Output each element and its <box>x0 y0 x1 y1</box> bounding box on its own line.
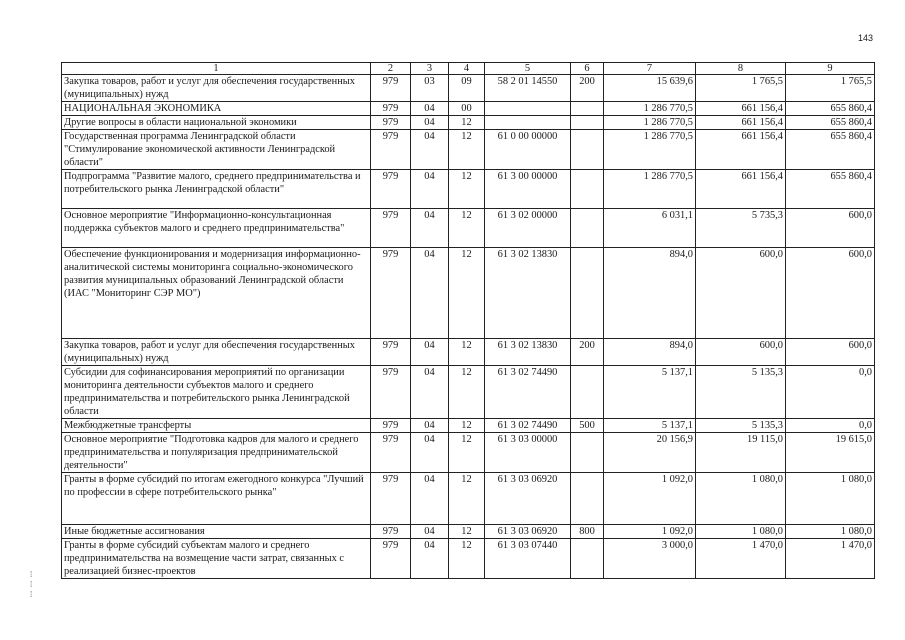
page-number: 143 <box>858 33 874 43</box>
table-row <box>62 419 875 433</box>
row-name-cell: Другие вопросы в области национальной экономики <box>62 116 371 130</box>
row-amount-col8-cell: 5 135,3 <box>696 419 786 433</box>
row-amount-col7-cell: 5 137,1 <box>604 366 696 419</box>
row-amount-col7-cell: 20 156,9 <box>604 433 696 473</box>
row-expense-type-cell <box>571 539 604 579</box>
row-amount-col9-cell: 1 470,0 <box>786 539 875 579</box>
row-name-cell: Основное мероприятие "Информационно-консультационная поддержка субъектов малого и среднего предпринимательства" <box>62 209 371 248</box>
row-subsection-cell: 12 <box>449 209 485 248</box>
row-section-cell: 04 <box>411 339 449 366</box>
table-row <box>62 433 875 473</box>
row-name-cell: Обеспечение функционирования и модернизация информационно-аналитической системы мониторинга социально-экономического развития муниципальных образований Ленинградской области (ИАС "Мониторинг СЭР МО") <box>62 248 371 339</box>
row-subsection-cell: 00 <box>449 102 485 116</box>
table-row <box>62 116 875 130</box>
row-amount-col8-cell: 1 080,0 <box>696 473 786 525</box>
row-target-article-cell <box>485 116 571 130</box>
column-header-1: 1 <box>62 63 371 75</box>
row-target-article-cell: 61 3 03 00000 <box>485 433 571 473</box>
row-name-cell: Закупка товаров, работ и услуг для обеспечения государственных (муниципальных) нужд <box>62 339 371 366</box>
row-expense-type-cell <box>571 170 604 209</box>
column-header-3: 3 <box>411 63 449 75</box>
row-section-cell: 04 <box>411 366 449 419</box>
row-expense-type-cell <box>571 473 604 525</box>
row-expense-type-cell <box>571 209 604 248</box>
row-amount-col9-cell: 0,0 <box>786 419 875 433</box>
row-target-article-cell: 61 3 03 06920 <box>485 525 571 539</box>
row-admin-code-cell: 979 <box>371 130 411 170</box>
row-subsection-cell: 12 <box>449 419 485 433</box>
row-amount-col9-cell: 655 860,4 <box>786 130 875 170</box>
row-admin-code-cell: 979 <box>371 102 411 116</box>
row-amount-col9-cell: 655 860,4 <box>786 116 875 130</box>
row-section-cell: 04 <box>411 116 449 130</box>
row-target-article-cell: 61 0 00 00000 <box>485 130 571 170</box>
row-amount-col9-cell: 600,0 <box>786 209 875 248</box>
row-section-cell: 04 <box>411 539 449 579</box>
column-header-8: 8 <box>696 63 786 75</box>
row-admin-code-cell: 979 <box>371 75 411 102</box>
row-amount-col8-cell: 661 156,4 <box>696 130 786 170</box>
column-header-2: 2 <box>371 63 411 75</box>
row-amount-col7-cell: 1 286 770,5 <box>604 102 696 116</box>
row-expense-type-cell <box>571 366 604 419</box>
row-section-cell: 04 <box>411 130 449 170</box>
row-amount-col8-cell: 600,0 <box>696 248 786 339</box>
row-section-cell: 04 <box>411 209 449 248</box>
row-name-cell: Государственная программа Ленинградской области "Стимулирование экономической активности Ленинградской области" <box>62 130 371 170</box>
row-admin-code-cell: 979 <box>371 248 411 339</box>
row-admin-code-cell: 979 <box>371 433 411 473</box>
row-subsection-cell: 12 <box>449 339 485 366</box>
row-admin-code-cell: 979 <box>371 419 411 433</box>
column-header-6: 6 <box>571 63 604 75</box>
row-amount-col9-cell: 1 080,0 <box>786 525 875 539</box>
table-header-row <box>62 63 875 75</box>
row-name-cell: Гранты в форме субсидий субъектам малого и среднего предпринимательства на возмещение части затрат, связанных с реализацией бизнес-проектов <box>62 539 371 579</box>
row-expense-type-cell: 200 <box>571 339 604 366</box>
row-amount-col7-cell: 15 639,6 <box>604 75 696 102</box>
row-amount-col7-cell: 1 286 770,5 <box>604 116 696 130</box>
row-name-cell: Гранты в форме субсидий по итогам ежегодного конкурса "Лучший по профессии в сфере потребительского рынка" <box>62 473 371 525</box>
row-amount-col7-cell: 6 031,1 <box>604 209 696 248</box>
row-admin-code-cell: 979 <box>371 116 411 130</box>
row-expense-type-cell: 500 <box>571 419 604 433</box>
row-subsection-cell: 12 <box>449 473 485 525</box>
row-amount-col7-cell: 1 286 770,5 <box>604 170 696 209</box>
table-row <box>62 473 875 525</box>
row-admin-code-cell: 979 <box>371 170 411 209</box>
row-amount-col8-cell: 1 080,0 <box>696 525 786 539</box>
row-admin-code-cell: 979 <box>371 366 411 419</box>
table-row <box>62 102 875 116</box>
row-name-cell: Субсидии для софинансирования мероприятий по организации мониторинга деятельности субъектов малого и среднего предпринимательства и потребительского рынка Ленинградской области <box>62 366 371 419</box>
row-amount-col7-cell: 894,0 <box>604 339 696 366</box>
row-name-cell: Основное мероприятие "Подготовка кадров для малого и среднего предпринимательства и популяризация предпринимательской деятельности" <box>62 433 371 473</box>
row-amount-col7-cell: 894,0 <box>604 248 696 339</box>
row-amount-col9-cell: 600,0 <box>786 339 875 366</box>
row-section-cell: 04 <box>411 248 449 339</box>
row-section-cell: 03 <box>411 75 449 102</box>
row-section-cell: 04 <box>411 433 449 473</box>
row-amount-col8-cell: 19 115,0 <box>696 433 786 473</box>
table-row <box>62 339 875 366</box>
row-subsection-cell: 12 <box>449 116 485 130</box>
row-subsection-cell: 12 <box>449 170 485 209</box>
row-section-cell: 04 <box>411 473 449 525</box>
row-name-cell: Межбюджетные трансферты <box>62 419 371 433</box>
table-row <box>62 130 875 170</box>
row-name-cell: Иные бюджетные ассигнования <box>62 525 371 539</box>
row-amount-col9-cell: 655 860,4 <box>786 170 875 209</box>
row-section-cell: 04 <box>411 102 449 116</box>
table-row <box>62 209 875 248</box>
row-target-article-cell: 61 3 00 00000 <box>485 170 571 209</box>
row-expense-type-cell: 800 <box>571 525 604 539</box>
row-amount-col8-cell: 661 156,4 <box>696 102 786 116</box>
row-expense-type-cell <box>571 102 604 116</box>
row-admin-code-cell: 979 <box>371 525 411 539</box>
row-name-cell: Подпрограмма "Развитие малого, среднего предпринимательства и потребительского рынка Ленинградской области" <box>62 170 371 209</box>
row-amount-col7-cell: 1 092,0 <box>604 473 696 525</box>
row-target-article-cell: 61 3 03 07440 <box>485 539 571 579</box>
row-section-cell: 04 <box>411 170 449 209</box>
row-amount-col7-cell: 1 286 770,5 <box>604 130 696 170</box>
row-amount-col8-cell: 5 735,3 <box>696 209 786 248</box>
row-target-article-cell: 61 3 03 06920 <box>485 473 571 525</box>
column-header-9: 9 <box>786 63 875 75</box>
row-section-cell: 04 <box>411 419 449 433</box>
row-amount-col8-cell: 661 156,4 <box>696 116 786 130</box>
row-expense-type-cell <box>571 116 604 130</box>
table-row <box>62 525 875 539</box>
row-amount-col7-cell: 5 137,1 <box>604 419 696 433</box>
row-amount-col8-cell: 1 765,5 <box>696 75 786 102</box>
row-expense-type-cell <box>571 248 604 339</box>
table-row <box>62 75 875 102</box>
row-subsection-cell: 12 <box>449 525 485 539</box>
row-target-article-cell: 61 3 02 74490 <box>485 366 571 419</box>
table-row <box>62 539 875 579</box>
row-amount-col7-cell: 3 000,0 <box>604 539 696 579</box>
row-admin-code-cell: 979 <box>371 473 411 525</box>
row-subsection-cell: 09 <box>449 75 485 102</box>
row-subsection-cell: 12 <box>449 248 485 339</box>
table-row <box>62 248 875 339</box>
column-header-4: 4 <box>449 63 485 75</box>
budget-table <box>61 62 875 579</box>
row-target-article-cell: 61 3 02 13830 <box>485 248 571 339</box>
row-target-article-cell: 61 3 02 00000 <box>485 209 571 248</box>
row-subsection-cell: 12 <box>449 539 485 579</box>
row-target-article-cell: 61 3 02 13830 <box>485 339 571 366</box>
row-amount-col9-cell: 1 765,5 <box>786 75 875 102</box>
row-amount-col9-cell: 0,0 <box>786 366 875 419</box>
table-row <box>62 366 875 419</box>
row-amount-col8-cell: 5 135,3 <box>696 366 786 419</box>
row-expense-type-cell: 200 <box>571 75 604 102</box>
row-target-article-cell: 61 3 02 74490 <box>485 419 571 433</box>
row-subsection-cell: 12 <box>449 433 485 473</box>
row-target-article-cell: 58 2 01 14550 <box>485 75 571 102</box>
row-expense-type-cell <box>571 433 604 473</box>
row-expense-type-cell <box>571 130 604 170</box>
row-amount-col9-cell: 655 860,4 <box>786 102 875 116</box>
row-subsection-cell: 12 <box>449 130 485 170</box>
row-amount-col9-cell: 600,0 <box>786 248 875 339</box>
row-name-cell: НАЦИОНАЛЬНАЯ ЭКОНОМИКА <box>62 102 371 116</box>
row-amount-col9-cell: 19 615,0 <box>786 433 875 473</box>
column-header-7: 7 <box>604 63 696 75</box>
row-admin-code-cell: 979 <box>371 339 411 366</box>
row-amount-col9-cell: 1 080,0 <box>786 473 875 525</box>
column-header-5: 5 <box>485 63 571 75</box>
row-admin-code-cell: 979 <box>371 539 411 579</box>
table-row <box>62 170 875 209</box>
row-target-article-cell <box>485 102 571 116</box>
row-amount-col7-cell: 1 092,0 <box>604 525 696 539</box>
row-amount-col8-cell: 661 156,4 <box>696 170 786 209</box>
row-subsection-cell: 12 <box>449 366 485 419</box>
row-admin-code-cell: 979 <box>371 209 411 248</box>
row-amount-col8-cell: 1 470,0 <box>696 539 786 579</box>
margin-marks: ⁞ ⁞ ⁞ <box>30 570 33 599</box>
row-name-cell: Закупка товаров, работ и услуг для обеспечения государственных (муниципальных) нужд <box>62 75 371 102</box>
row-amount-col8-cell: 600,0 <box>696 339 786 366</box>
row-section-cell: 04 <box>411 525 449 539</box>
